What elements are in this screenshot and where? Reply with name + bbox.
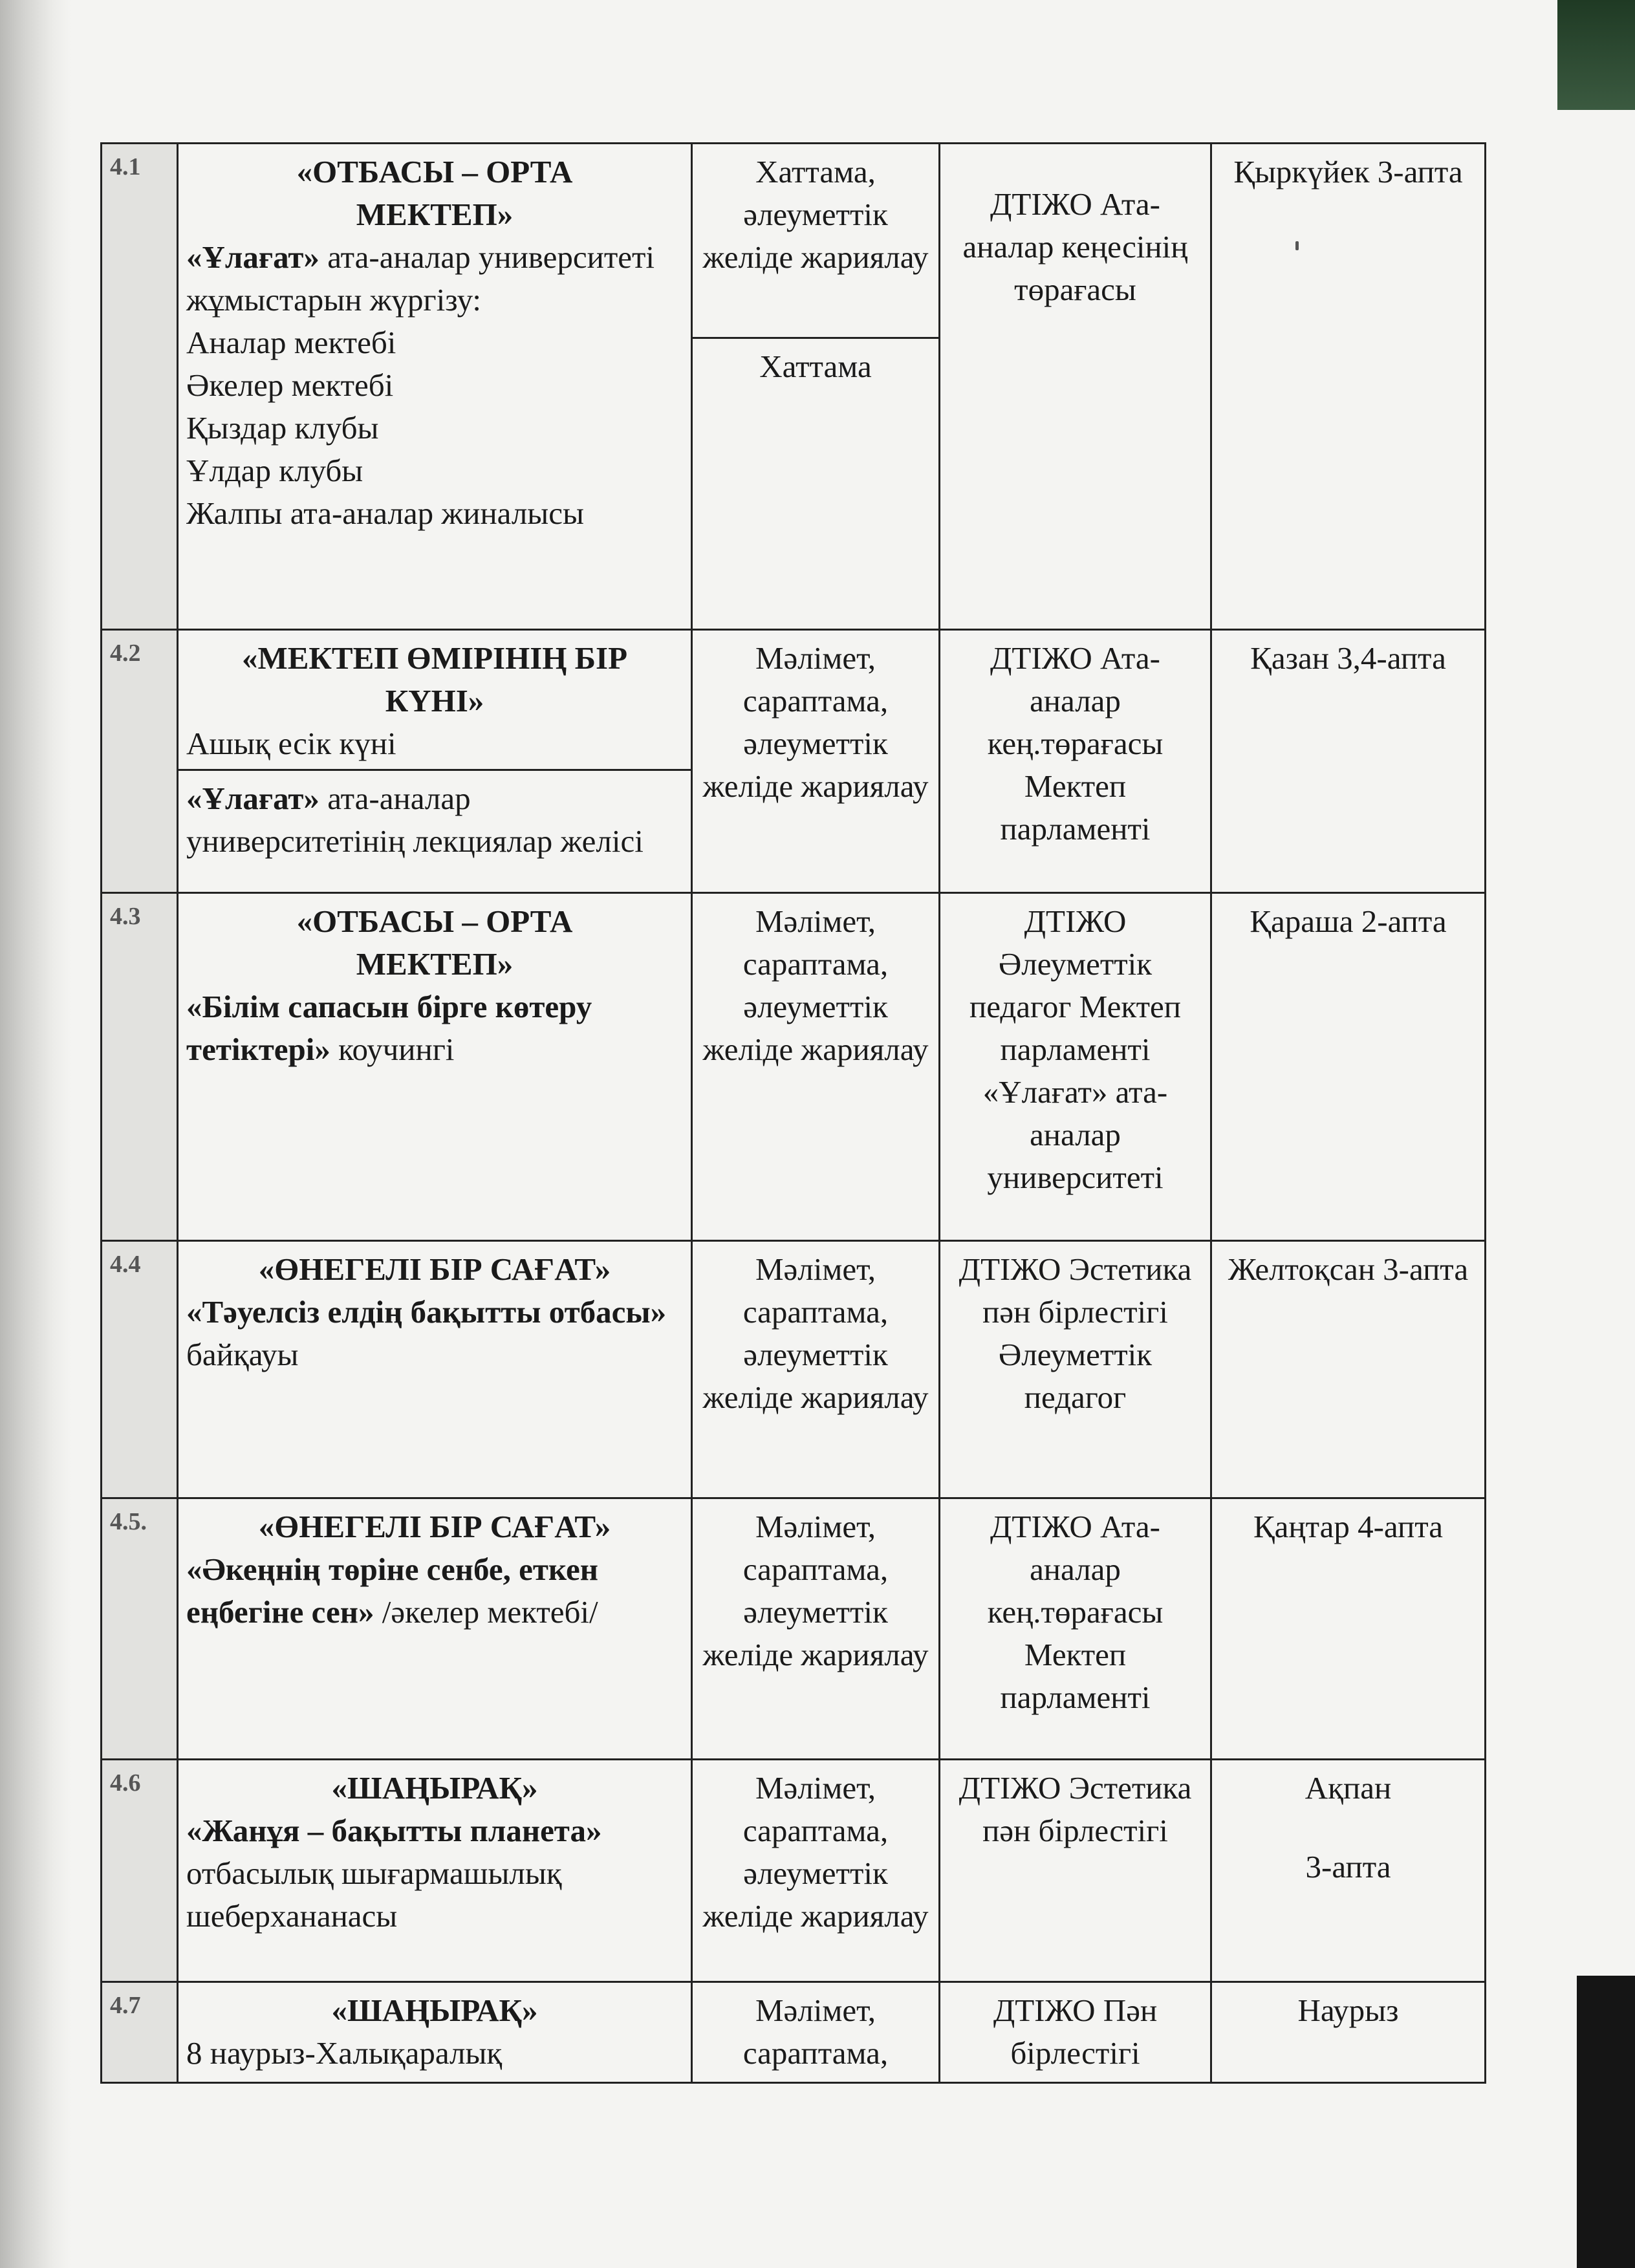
responsible-person: ДТІЖО Ата-аналар кең.төрағасы Мектеп парламенті: [940, 1498, 1211, 1760]
event-detail: [186, 986, 683, 1071]
responsible-person: ДТІЖО Ата-аналар кең.төрағасы Мектеп парламенті: [940, 630, 1211, 893]
list-item: Қыздар клубы: [186, 410, 379, 446]
report-form: Мәлімет, сараптама,: [692, 1982, 940, 2083]
event-detail-text: /әкелер мектебі/: [382, 1594, 598, 1630]
event-bold-phrase: «Ұлағат»: [186, 781, 319, 816]
event-title-line: «ОТБАСЫ – ОРТА: [296, 154, 573, 189]
event-detail: [186, 1291, 683, 1376]
event-description: [178, 1241, 692, 1498]
list-item: Әкелер мектебі: [186, 367, 394, 403]
event-detail-text: ата-аналар университетінің лекциялар желісі: [186, 781, 644, 859]
responsible-person: ДТІЖО Эстетика пән бірлестігі Әлеуметтік педагог: [940, 1241, 1211, 1498]
event-detail: [186, 777, 683, 863]
responsible-person: ДТІЖО Әлеуметтік педагог Мектеп парламенті «Ұлағат» ата-аналар университеті: [940, 893, 1211, 1241]
scan-left-shadow: [0, 0, 71, 2268]
event-title-line: «МЕКТЕП ӨМІРІНІҢ БІР: [241, 640, 628, 676]
event-description: [178, 1760, 692, 1982]
event-bold-phrase: «Әкеңнің төріне сенбе, еткен еңбегіне сен»: [186, 1551, 598, 1630]
responsible-person: ДТІЖО Эстетика пән бірлестігі: [940, 1760, 1211, 1982]
table-row-4-1: [102, 144, 1486, 338]
list-item: Ұлдар клубы: [186, 453, 363, 488]
row-number: 4.4: [102, 1241, 178, 1498]
event-period: Наурыз: [1211, 1982, 1486, 2083]
event-bold-phrase: «Тәуелсіз елдің бақытты отбасы»: [186, 1294, 667, 1330]
row-number: 4.6: [102, 1760, 178, 1982]
table-row-4-2: [102, 630, 1486, 770]
report-form: Мәлімет, сараптама, әлеуметтік желіде жариялау: [692, 630, 940, 893]
report-form: Мәлімет, сараптама, әлеуметтік желіде жариялау: [692, 893, 940, 1241]
event-title-line: «ОТБАСЫ – ОРТА: [296, 903, 573, 939]
report-form: Мәлімет, сараптама, әлеуметтік желіде жариялау: [692, 1760, 940, 1982]
responsible-person: ДТІЖО Пән бірлестігі: [940, 1982, 1211, 2083]
event-title-line: КҮНІ»: [385, 683, 484, 718]
table-row-4-4: [102, 1241, 1486, 1498]
table-row-4-5: [102, 1498, 1486, 1760]
period-week: 3-апта: [1305, 1849, 1391, 1885]
event-description: [178, 1498, 692, 1760]
event-bold-phrase: «Ұлағат»: [186, 239, 319, 275]
event-detail-text: отбасылық шығармашылық шеберхананасы: [186, 1855, 562, 1934]
table-row-4-3: [102, 893, 1486, 1241]
event-title-line: «ШАҢЫРАҚ»: [331, 1770, 538, 1806]
event-title-line: «ӨНЕГЕЛІ БІР САҒАТ»: [258, 1251, 611, 1287]
event-description: [178, 630, 692, 770]
period-month: Ақпан: [1305, 1770, 1392, 1806]
row-number: 4.7: [102, 1982, 178, 2083]
row-number: 4.5.: [102, 1498, 178, 1760]
event-description: [178, 144, 692, 630]
event-description: [178, 1982, 692, 2083]
row-number: 4.1: [102, 144, 178, 630]
event-period: Қазан 3,4-апта: [1211, 630, 1486, 893]
responsible-person: ДТІЖО Ата-аналар кеңесінің төрағасы: [940, 144, 1211, 630]
event-period: [1211, 1760, 1486, 1982]
event-period: Қаңтар 4-апта: [1211, 1498, 1486, 1760]
event-detail: [186, 1548, 683, 1634]
row-number: 4.3: [102, 893, 178, 1241]
event-title-line: «ӨНЕГЕЛІ БІР САҒАТ»: [258, 1509, 611, 1544]
event-title-line: «ШАҢЫРАҚ»: [331, 1993, 538, 2028]
list-item: Жалпы ата-аналар жиналысы: [186, 495, 584, 531]
report-form: Мәлімет, сараптама, әлеуметтік желіде жариялау: [692, 1498, 940, 1760]
event-description: [178, 893, 692, 1241]
event-period: Қыркүйек 3-апта: [1211, 144, 1486, 630]
table-row-4-7: [102, 1982, 1486, 2083]
scan-top-right-background: [1557, 0, 1635, 110]
event-detail-text: Ашық есік күні: [186, 726, 396, 761]
event-detail: [186, 1809, 683, 1938]
event-plan-table: [100, 142, 1486, 2084]
event-bold-phrase: «Білім сапасын бірге көтеру тетіктері»: [186, 989, 592, 1067]
row-number: 4.2: [102, 630, 178, 893]
report-form: Мәлімет, сараптама, әлеуметтік желіде жариялау: [692, 1241, 940, 1498]
event-period: Желтоқсан 3-апта: [1211, 1241, 1486, 1498]
event-bold-phrase: «Жанұя – бақытты планета»: [186, 1813, 602, 1848]
list-item: Аналар мектебі: [186, 325, 396, 360]
report-form: Хаттама, әлеуметтік желіде жариялау: [692, 144, 940, 338]
event-description: [178, 770, 692, 893]
event-detail-text: байқауы: [186, 1337, 299, 1372]
event-detail-text: коучингі: [338, 1031, 455, 1067]
event-detail: [186, 236, 683, 321]
scan-bottom-right-background: [1577, 1976, 1635, 2268]
event-title-line: МЕКТЕП»: [356, 946, 514, 982]
event-period: Қараша 2-апта: [1211, 893, 1486, 1241]
event-detail-text: ата-аналар университеті жұмыстарын жүргізу:: [186, 239, 655, 318]
report-form: Хаттама: [692, 338, 940, 630]
event-detail-text: 8 наурыз-Халықаралық: [186, 2035, 503, 2071]
event-title-line: МЕКТЕП»: [356, 197, 514, 232]
table-row-4-6: [102, 1760, 1486, 1982]
